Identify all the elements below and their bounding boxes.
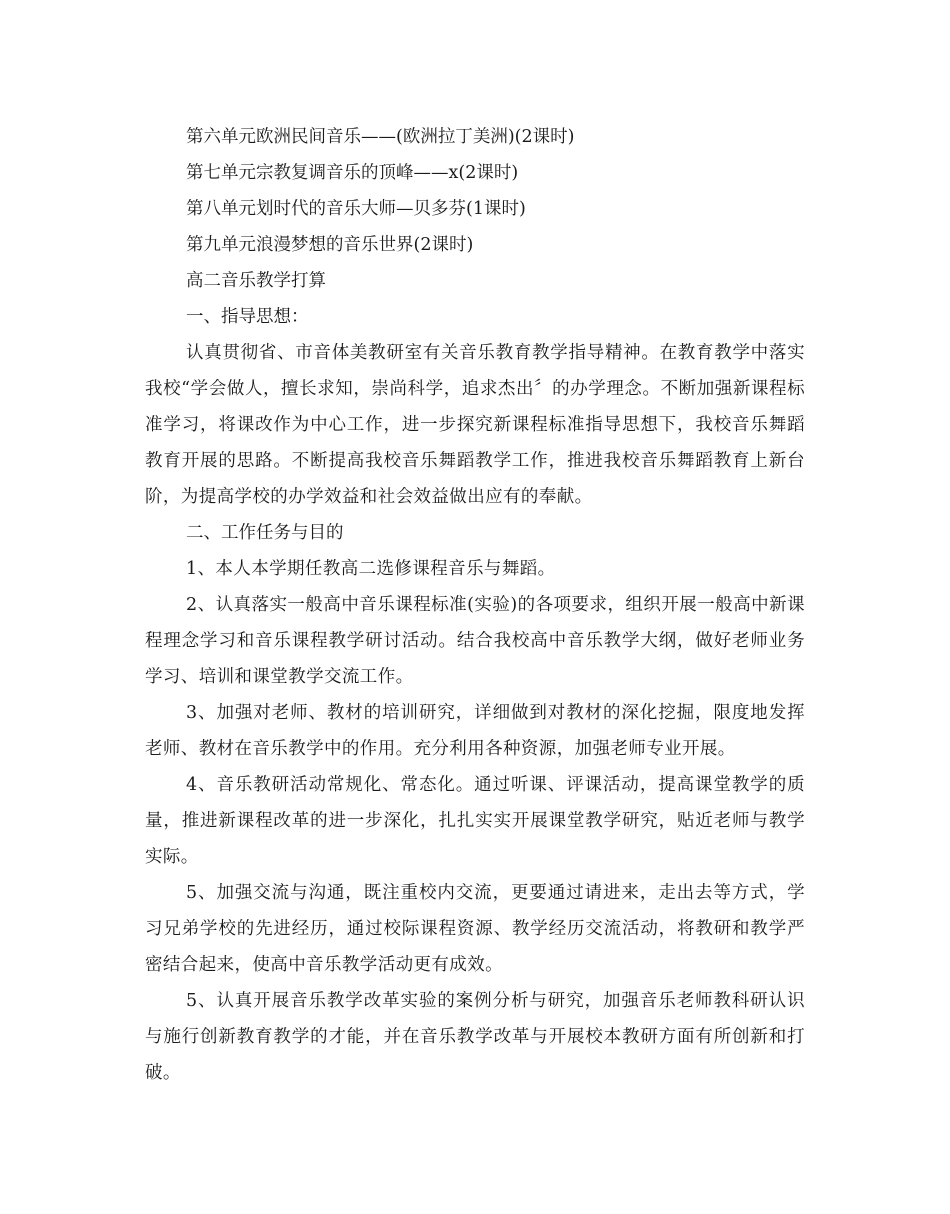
section-1-heading: 一、指导思想： — [186, 307, 309, 327]
unit-8-line: 第八单元划时代的音乐大师—贝多芬(1课时) — [186, 199, 526, 219]
document-page — [145, 119, 805, 1091]
task-item-2: 2、认真落实一般高中音乐课程标准(实验)的各项要求，组织开展一般高中新课程理念学习和音乐课程教学研讨活动。结合我校高中音乐教学大纲，做好老师业务学习、培训和课堂教学交流工作。 — [145, 595, 805, 687]
section-1-body: 认真贯彻省、市音体美教研室有关音乐教育教学指导精神。在教育教学中落实我校“学会做人，擅长求知，崇尚科学，追求杰出〞的办学理念。不断加强新课程标准学习，将课改作为中心工作，进一步探究新课程标准指导思想下，我校音乐舞蹈教育开展的思路。不断提高我校音乐舞蹈教学工作，推进我校音乐舞蹈教育上新台阶，为提高学校的办学效益和社会效益做出应有的奉献。 — [145, 343, 805, 507]
task-item-3: 3、加强对老师、教材的培训研究，详细做到对教材的深化挖掘，限度地发挥老师、教材在音乐教学中的作用。充分利用各种资源，加强老师专业开展。 — [145, 703, 805, 759]
unit-7-line: 第七单元宗教复调音乐的顶峰——x(2课时) — [186, 163, 519, 183]
section-2-heading: 二、工作任务与目的 — [186, 523, 344, 543]
unit-6-line: 第六单元欧洲民间音乐——(欧洲拉丁美洲)(2课时) — [186, 127, 575, 147]
task-item-4: 4、音乐教研活动常规化、常态化。通过听课、评课活动，提高课堂教学的质量，推进新课程改革的进一步深化，扎扎实实开展课堂教学研究，贴近老师与教学实际。 — [145, 775, 805, 867]
task-item-1: 1、本人本学期任教高二选修课程音乐与舞蹈。 — [186, 559, 556, 579]
unit-9-line: 第九单元浪漫梦想的音乐世界(2课时) — [186, 235, 474, 255]
plan-title: 高二音乐教学打算 — [186, 271, 326, 291]
task-item-6: 5、认真开展音乐教学改革实验的案例分析与研究，加强音乐老师教科研认识与施行创新教育教学的才能，并在音乐教学改革与开展校本教研方面有所创新和打破。 — [145, 991, 805, 1083]
task-item-5: 5、加强交流与沟通，既注重校内交流，更要通过请进来，走出去等方式，学习兄弟学校的先进经历，通过校际课程资源、教学经历交流活动，将教研和教学严密结合起来，使高中音乐教学活动更有成效。 — [145, 883, 805, 975]
